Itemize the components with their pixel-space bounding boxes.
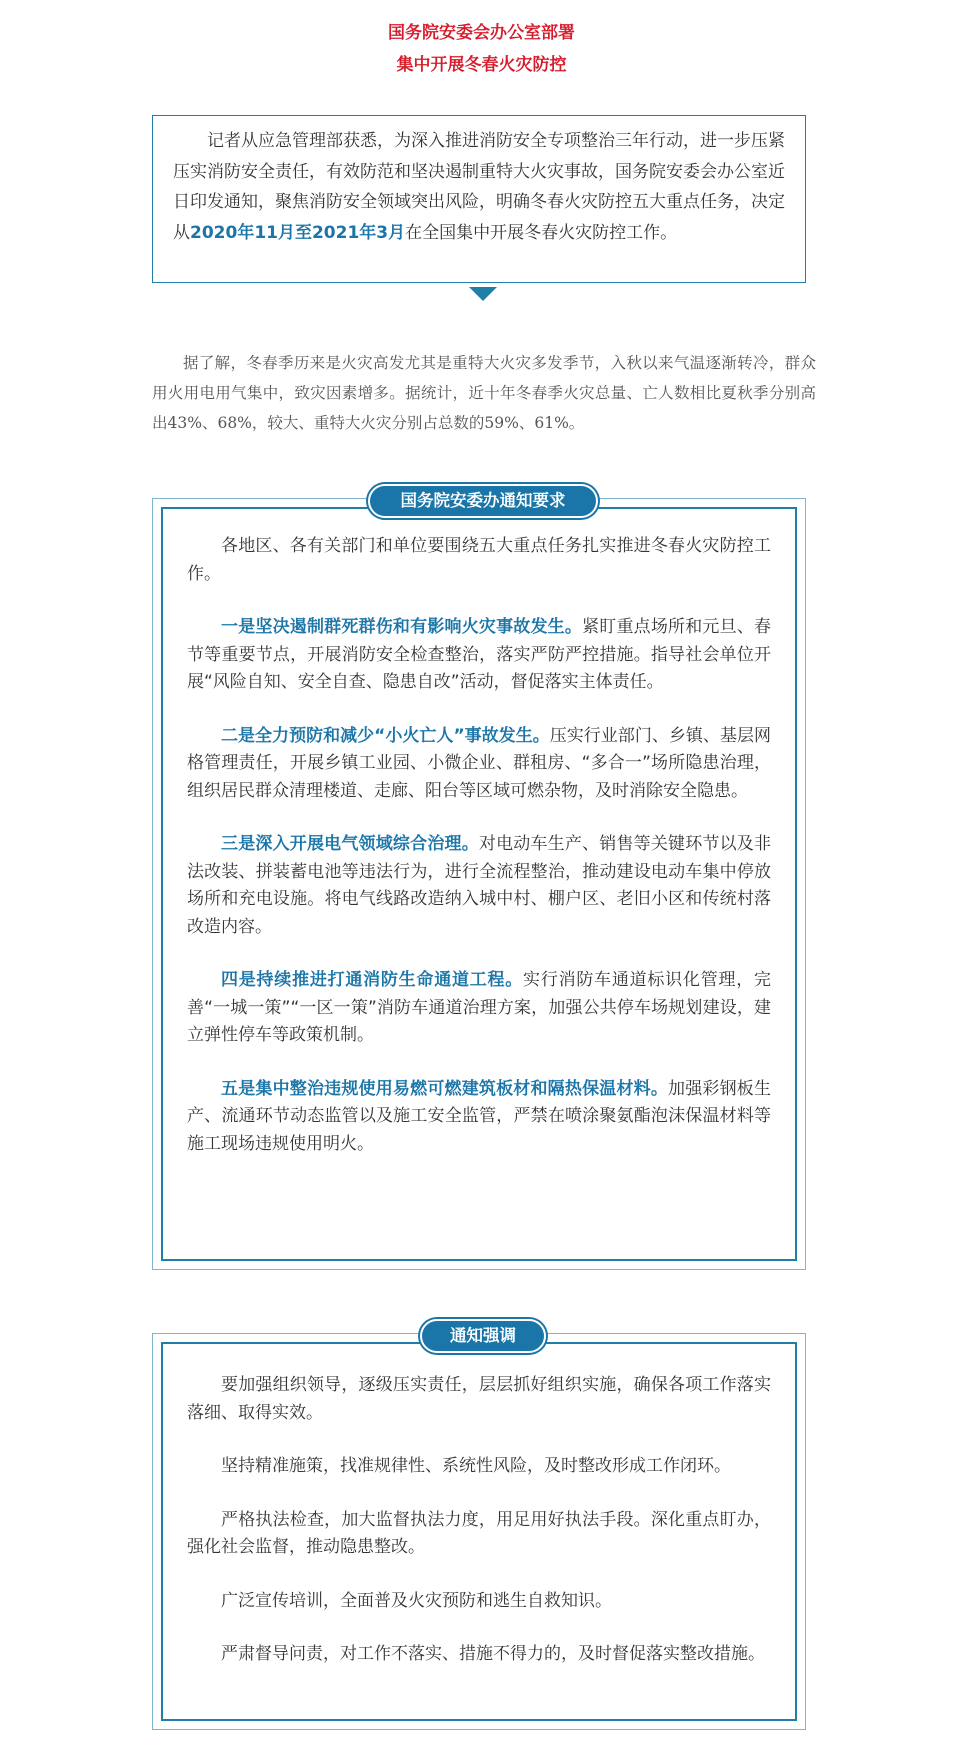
requirement-item <box>187 831 771 941</box>
requirement-item-text: 对电动车生产、销售等关键环节以及非法改装、拼装蓄电池等违法行为，进行全流程整治，推动建设电动车集中停放场所和充电设施。将电气线路改造纳入城中村、棚户区、老旧小区和传统村落改造内容。 <box>187 834 772 937</box>
emphasis-item: 坚持精准施策，找准规律性、系统性风险，及时整改形成工作闭环。 <box>221 1456 731 1476</box>
requirement-item-title: 一是坚决遏制群死群伤和有影响火灾事故发生。 <box>221 617 583 637</box>
requirement-item <box>187 1076 771 1159</box>
intro-box <box>152 115 806 283</box>
emphasis-panel <box>161 1342 797 1721</box>
emphasis-item: 要加强组织领导，逐级压实责任，层层抓好组织实施，确保各项工作落实落细、取得实效。 <box>187 1375 771 1423</box>
requirement-item-text: 加强彩钢板生产、流通环节动态监管以及施工安全监管，严禁在喷涂聚氨酯泡沫保温材料等施工现场违规使用明火。 <box>187 1078 771 1154</box>
requirements-panel <box>161 507 797 1261</box>
requirements-heading-badge: 国务院安委办通知要求 <box>368 484 598 518</box>
emphasis-item: 严肃督导问责，对工作不落实、措施不得力的，及时督促落实整改措施。 <box>221 1644 765 1664</box>
down-arrow-icon <box>469 287 497 301</box>
requirement-item-text: 紧盯重点场所和元旦、春节等重要节点，开展消防安全检查整治，落实严防严控措施。指导社会单位开展“风险自知、安全自查、隐患自改”活动，督促落实主体责任。 <box>187 617 772 692</box>
requirement-item-title: 四是持续推进打通消防生命通道工程。 <box>221 970 524 990</box>
background-paragraph: 据了解，冬春季历来是火灾高发尤其是重特大火灾多发季节，入秋以来气温逐渐转冷，群众用火用电用气集中，致灾因素增多。据统计，近十年冬春季火灾总量、亡人数相比夏秋季分别高出43%、68%，较大、重特大火灾分别占总数的59%、61%。 <box>152 354 816 432</box>
intro-date-highlight: 2020年11月至2021年3月 <box>190 222 406 243</box>
emphasis-item: 严格执法检查，加大监督执法力度，用足用好执法手段。深化重点盯办，强化社会监督，推动隐患整改。 <box>187 1509 771 1557</box>
emphasis-item: 广泛宣传培训，全面普及火灾预防和逃生自救知识。 <box>221 1590 612 1611</box>
emphasis-heading-badge: 通知强调 <box>420 1319 546 1353</box>
requirement-item <box>187 967 771 1050</box>
requirement-item-title: 二是全力预防和减少“小火亡人”事故发生。 <box>221 725 550 746</box>
page-title-line2: 集中开展冬春火灾防控 <box>396 55 567 75</box>
requirements-lead: 各地区、各有关部门和单位要围绕五大重点任务扎实推进冬春火灾防控工作。 <box>187 536 771 584</box>
requirement-item-text: 实行消防车通道标识化管理，完善“一城一策”“一区一策”消防车通道治理方案，加强公共停车场规划建设，建立弹性停车等政策机制。 <box>187 970 772 1045</box>
page-title-line1: 国务院安委会办公室部署 <box>388 23 575 43</box>
intro-text-end: 在全国集中开展冬春火灾防控工作。 <box>405 222 678 243</box>
requirement-item <box>187 723 771 806</box>
requirement-item <box>187 614 771 697</box>
intro-text: 记者从应急管理部获悉，为深入推进消防安全专项整治三年行动，进一步压紧压实消防安全责任，有效防范和坚决遏制重特大火灾事故，国务院安委会办公室近日印发通知，聚焦消防安全领域突出风险，明确冬春火灾防控五大重点任务，决定从 <box>173 131 785 243</box>
requirement-item-text: 压实行业部门、乡镇、基层网格管理责任，开展乡镇工业园、小微企业、群租房、“多合一”场所隐患治理，组织居民群众清理楼道、走廊、阳台等区域可燃杂物，及时消除安全隐患。 <box>187 725 771 801</box>
requirement-item-title: 五是集中整治违规使用易燃可燃建筑板材和隔热保温材料。 <box>221 1078 669 1099</box>
requirement-item-title: 三是深入开展电气领域综合治理。 <box>221 834 479 854</box>
